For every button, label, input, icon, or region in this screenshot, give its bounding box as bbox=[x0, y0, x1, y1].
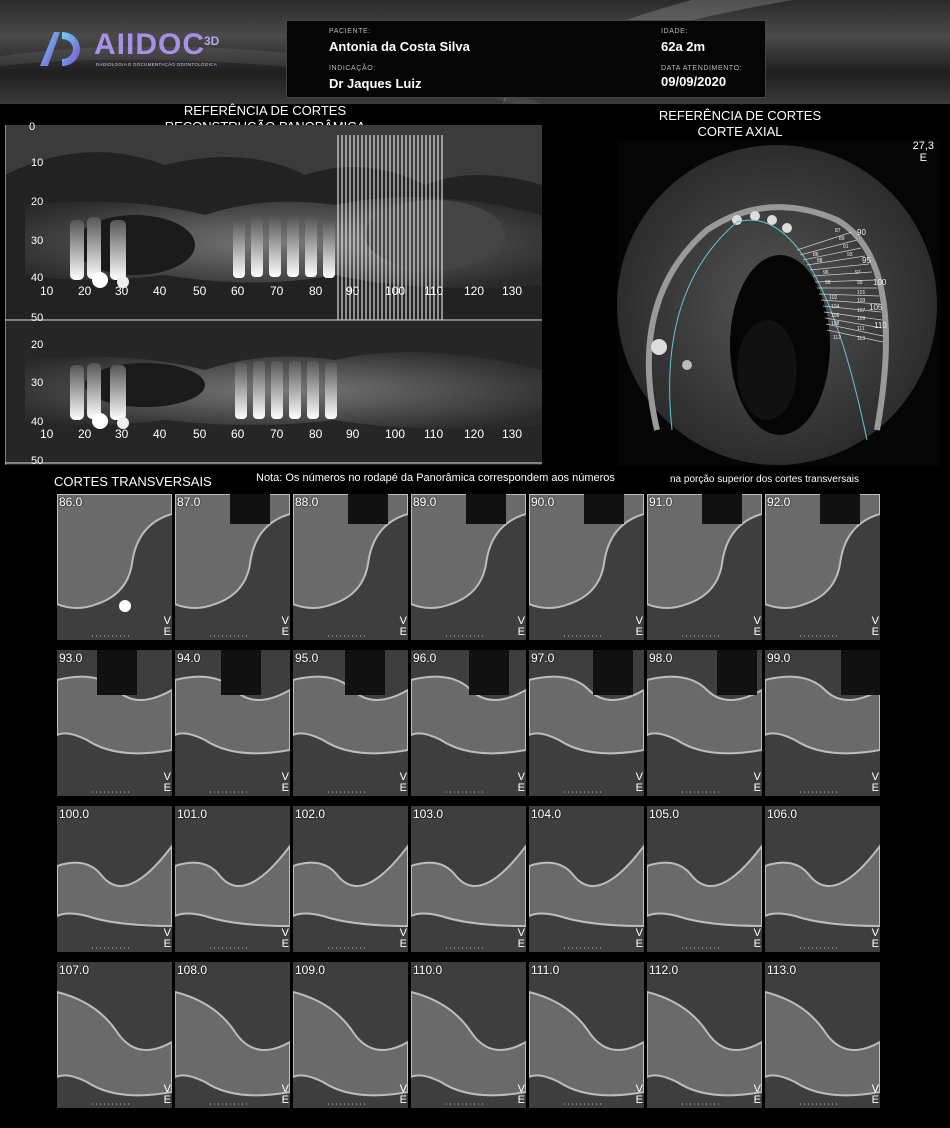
cut-image bbox=[647, 494, 762, 640]
cut-number: 103.0 bbox=[413, 807, 444, 821]
transversal-note: Nota: Os números no rodapé da Panorâmica correspondem aos números bbox=[256, 472, 615, 484]
ruler-bottom2-50: 50 bbox=[193, 427, 207, 441]
axial-cut-label: 107 bbox=[857, 308, 866, 314]
axial-title-line2: CORTE AXIAL bbox=[697, 124, 783, 139]
cut-number: 100.0 bbox=[59, 807, 90, 821]
transversal-cut[interactable] bbox=[175, 650, 290, 796]
axial-cut-label: 110 bbox=[874, 321, 887, 330]
panoramic-title-line1: REFERÊNCIA DE CORTES bbox=[183, 103, 347, 118]
ruler-left-10: 10 bbox=[31, 157, 44, 169]
panoramic-reconstruction[interactable] bbox=[5, 121, 542, 467]
cut-image bbox=[765, 650, 880, 796]
axial-cut-label: 91 bbox=[843, 244, 849, 250]
transversal-cut[interactable] bbox=[57, 650, 172, 796]
cut-orientation bbox=[872, 1084, 879, 1106]
orientation-v: V bbox=[163, 1083, 171, 1095]
orientation-v: V bbox=[635, 1083, 643, 1095]
ruler-bottom2-30: 30 bbox=[115, 427, 129, 441]
axial-image bbox=[617, 140, 940, 466]
cut-number: 110.0 bbox=[413, 963, 443, 977]
cut-orientation bbox=[636, 928, 643, 950]
ruler-bottom2-70: 70 bbox=[270, 427, 284, 441]
lower-panoramic-view bbox=[5, 321, 542, 465]
orientation-e: E bbox=[871, 782, 879, 794]
logo-tagline: RADIOLOGIA E DOCUMENTAÇÃO ODONTOLÓGICA bbox=[96, 62, 217, 67]
ruler-bottom2-20: 20 bbox=[78, 427, 92, 441]
transversal-cut[interactable] bbox=[647, 650, 762, 796]
orientation-e: E bbox=[399, 626, 407, 638]
orientation-e: E bbox=[635, 626, 643, 638]
orientation-e: E bbox=[635, 938, 643, 950]
ruler-bottom2-110: 110 bbox=[424, 427, 444, 441]
cut-orientation bbox=[282, 772, 289, 794]
ruler-bottom-110: 110 bbox=[424, 284, 444, 298]
axial-cut-label: 86 bbox=[813, 252, 819, 258]
orientation-e: E bbox=[399, 938, 407, 950]
orientation-e: E bbox=[753, 782, 761, 794]
transversal-cut[interactable] bbox=[293, 494, 408, 640]
ruler-bottom-90: 90 bbox=[346, 284, 360, 298]
cut-orientation bbox=[872, 772, 879, 794]
cut-image bbox=[529, 962, 644, 1108]
ruler-bottom-80: 80 bbox=[309, 284, 323, 298]
cut-orientation bbox=[754, 1084, 761, 1106]
axial-cut-label: 112 bbox=[833, 335, 841, 341]
cut-orientation bbox=[400, 616, 407, 638]
transversal-cut[interactable] bbox=[529, 962, 644, 1108]
transversal-cut[interactable] bbox=[293, 806, 408, 952]
orientation-e: E bbox=[163, 626, 171, 638]
age-value: 62a 2m bbox=[661, 39, 706, 54]
cut-number: 109.0 bbox=[295, 963, 326, 977]
axial-cut-label: 96 bbox=[823, 270, 829, 276]
orientation-v: V bbox=[163, 615, 171, 627]
cut-number: 88.0 bbox=[295, 495, 319, 509]
orientation-e: E bbox=[281, 626, 289, 638]
cut-orientation bbox=[282, 928, 289, 950]
cut-number: 108.0 bbox=[177, 963, 208, 977]
age-label: IDADE: bbox=[661, 28, 688, 35]
cut-orientation bbox=[400, 928, 407, 950]
transversal-cut[interactable] bbox=[529, 806, 644, 952]
cut-number: 112.0 bbox=[649, 963, 679, 977]
cut-orientation bbox=[518, 928, 525, 950]
orientation-v: V bbox=[871, 771, 879, 783]
orientation-e: E bbox=[635, 782, 643, 794]
cut-number: 106.0 bbox=[767, 807, 798, 821]
orientation-v: V bbox=[635, 771, 643, 783]
ruler-bottom-120: 120 bbox=[464, 284, 485, 298]
ruler-left-30b: 30 bbox=[31, 377, 44, 389]
transversal-cut[interactable] bbox=[765, 650, 880, 796]
ruler-bottom2-90: 90 bbox=[346, 427, 360, 441]
cut-orientation bbox=[754, 772, 761, 794]
orientation-v: V bbox=[163, 771, 171, 783]
cut-image bbox=[647, 806, 762, 952]
ruler-left-40: 40 bbox=[31, 272, 44, 284]
axial-cut-label: 93 bbox=[847, 252, 853, 258]
axial-cut-label: 105 bbox=[869, 303, 883, 312]
orientation-v: V bbox=[517, 1083, 525, 1095]
ruler-left-20: 20 bbox=[31, 196, 44, 208]
ruler-left-20b: 20 bbox=[31, 339, 44, 351]
cut-number: 86.0 bbox=[59, 495, 83, 509]
ruler-left-40b: 40 bbox=[31, 416, 44, 428]
ruler-bottom-130: 130 bbox=[502, 284, 523, 298]
orientation-e: E bbox=[517, 782, 525, 794]
cut-number: 91.0 bbox=[649, 495, 673, 509]
ruler-bottom2-80: 80 bbox=[309, 427, 323, 441]
ruler-bottom-70: 70 bbox=[270, 284, 284, 298]
orientation-v: V bbox=[281, 927, 289, 939]
orientation-v: V bbox=[281, 771, 289, 783]
ruler-bottom-40: 40 bbox=[153, 284, 167, 298]
patient-label: PACIENTE: bbox=[329, 28, 371, 35]
ruler-left-50b: 50 bbox=[31, 455, 44, 467]
cut-image bbox=[411, 962, 526, 1108]
transversal-cut[interactable] bbox=[411, 650, 526, 796]
cut-orientation bbox=[282, 1084, 289, 1106]
transversal-cut[interactable] bbox=[765, 962, 880, 1108]
cut-orientation bbox=[400, 1084, 407, 1106]
orientation-v: V bbox=[399, 771, 407, 783]
cut-number: 104.0 bbox=[531, 807, 562, 821]
orientation-e: E bbox=[281, 1094, 289, 1106]
orientation-e: E bbox=[163, 938, 171, 950]
axial-cut-label: 102 bbox=[829, 295, 838, 301]
cut-orientation bbox=[282, 616, 289, 638]
axial-cut-label: 101 bbox=[857, 290, 866, 296]
ruler-bottom-10: 10 bbox=[40, 284, 54, 298]
cut-number: 105.0 bbox=[649, 807, 680, 821]
orientation-v: V bbox=[753, 615, 761, 627]
transversal-cut[interactable] bbox=[293, 650, 408, 796]
orientation-e: E bbox=[281, 938, 289, 950]
orientation-e: E bbox=[281, 782, 289, 794]
transversal-cut[interactable] bbox=[411, 962, 526, 1108]
cut-image bbox=[765, 962, 880, 1108]
axial-cut-label: 103 bbox=[857, 298, 866, 304]
date-label: DATA ATENDIMENTO: bbox=[661, 65, 743, 72]
orientation-v: V bbox=[635, 615, 643, 627]
ruler-bottom-50: 50 bbox=[193, 284, 207, 298]
ruler-bottom-100: 100 bbox=[385, 284, 406, 298]
cut-orientation bbox=[518, 1084, 525, 1106]
cut-number: 97.0 bbox=[531, 651, 555, 665]
patient-info-panel bbox=[286, 20, 766, 98]
axial-cut-label: 95 bbox=[862, 256, 871, 265]
axial-cut-label: 111 bbox=[857, 326, 865, 332]
cut-number: 101.0 bbox=[177, 807, 208, 821]
transversal-cut[interactable] bbox=[57, 494, 172, 640]
cut-image bbox=[175, 494, 290, 640]
cut-orientation bbox=[164, 616, 171, 638]
transversal-cut[interactable] bbox=[57, 806, 172, 952]
cut-image bbox=[529, 806, 644, 952]
axial-title-line1: REFERÊNCIA DE CORTES bbox=[658, 108, 822, 123]
cut-number: 99.0 bbox=[767, 651, 791, 665]
axial-cut-label: 100 bbox=[873, 278, 887, 287]
orientation-e: E bbox=[871, 626, 879, 638]
orientation-e: E bbox=[753, 1094, 761, 1106]
transversal-note-extra: na porção superior dos cortes transversais bbox=[670, 474, 859, 485]
transversal-cut[interactable] bbox=[175, 494, 290, 640]
axial-cut-label: 98 bbox=[825, 280, 831, 286]
orientation-v: V bbox=[281, 1083, 289, 1095]
axial-title bbox=[640, 108, 840, 140]
orientation-v: V bbox=[399, 1083, 407, 1095]
transversal-cut[interactable] bbox=[647, 806, 762, 952]
transversal-cut[interactable] bbox=[411, 806, 526, 952]
cut-number: 95.0 bbox=[295, 651, 319, 665]
orientation-v: V bbox=[399, 615, 407, 627]
transversal-cut[interactable] bbox=[647, 494, 762, 640]
transversal-cut[interactable] bbox=[647, 962, 762, 1108]
cut-number: 113.0 bbox=[767, 963, 797, 977]
logo-mark-icon bbox=[36, 26, 96, 70]
indication-label: INDICAÇÃO: bbox=[329, 65, 376, 72]
cut-orientation bbox=[400, 772, 407, 794]
cut-image bbox=[57, 962, 172, 1108]
cut-image bbox=[57, 650, 172, 796]
ruler-bottom2-10: 10 bbox=[40, 427, 54, 441]
logo-brand-text: AIIDOC bbox=[94, 28, 205, 61]
cut-image bbox=[293, 650, 408, 796]
axial-cut-label: 106 bbox=[831, 313, 840, 319]
orientation-e: E bbox=[517, 938, 525, 950]
cut-image bbox=[411, 650, 526, 796]
ruler-bottom2-100: 100 bbox=[385, 427, 406, 441]
orientation-v: V bbox=[635, 927, 643, 939]
cut-image bbox=[175, 806, 290, 952]
ruler-bottom-30: 30 bbox=[115, 284, 129, 298]
axial-cut-label: 88 bbox=[817, 258, 823, 264]
cut-image bbox=[175, 650, 290, 796]
orientation-v: V bbox=[517, 771, 525, 783]
orientation-v: V bbox=[871, 927, 879, 939]
axial-value: 27,3 bbox=[912, 140, 934, 152]
transversal-cut[interactable] bbox=[57, 962, 172, 1108]
orientation-e: E bbox=[753, 938, 761, 950]
transversal-cut[interactable] bbox=[411, 494, 526, 640]
cut-image bbox=[765, 806, 880, 952]
orientation-v: V bbox=[753, 1083, 761, 1095]
cut-number: 98.0 bbox=[649, 651, 673, 665]
orientation-v: V bbox=[163, 927, 171, 939]
cut-number: 89.0 bbox=[413, 495, 437, 509]
cut-number: 94.0 bbox=[177, 651, 201, 665]
axial-cut-label: 87 bbox=[835, 228, 841, 234]
cut-image bbox=[57, 806, 172, 952]
orientation-v: V bbox=[753, 927, 761, 939]
cut-orientation bbox=[518, 616, 525, 638]
cut-image bbox=[293, 494, 408, 640]
cut-orientation bbox=[754, 928, 761, 950]
cut-orientation bbox=[636, 1084, 643, 1106]
cut-number: 92.0 bbox=[767, 495, 791, 509]
cut-image bbox=[175, 962, 290, 1108]
ruler-bottom2-40: 40 bbox=[153, 427, 167, 441]
cut-number: 102.0 bbox=[295, 807, 326, 821]
cut-orientation bbox=[164, 1084, 171, 1106]
cut-orientation bbox=[872, 928, 879, 950]
cut-orientation bbox=[164, 928, 171, 950]
orientation-v: V bbox=[871, 1083, 879, 1095]
axial-cut-label: 109 bbox=[857, 316, 866, 322]
cut-number: 93.0 bbox=[59, 651, 83, 665]
ruler-bottom-60: 60 bbox=[231, 284, 245, 298]
cut-image bbox=[293, 962, 408, 1108]
ruler-bottom-20: 20 bbox=[78, 284, 92, 298]
axial-cut-label: 99 bbox=[857, 280, 863, 286]
transversal-cut[interactable] bbox=[765, 494, 880, 640]
cut-orientation bbox=[518, 772, 525, 794]
cut-image bbox=[529, 650, 644, 796]
orientation-v: V bbox=[517, 927, 525, 939]
orientation-v: V bbox=[871, 615, 879, 627]
cut-image bbox=[293, 806, 408, 952]
cut-number: 107.0 bbox=[59, 963, 90, 977]
cut-image bbox=[765, 494, 880, 640]
transversal-title: CORTES TRANSVERSAIS bbox=[54, 474, 212, 489]
date-value: 09/09/2020 bbox=[661, 74, 727, 89]
transversal-cuts-grid bbox=[57, 494, 883, 1119]
ruler-left-30: 30 bbox=[31, 235, 44, 247]
orientation-v: V bbox=[517, 615, 525, 627]
cut-image bbox=[529, 494, 644, 640]
axial-side: E bbox=[919, 152, 927, 164]
ruler-left-0: 0 bbox=[29, 121, 36, 133]
orientation-e: E bbox=[517, 1094, 525, 1106]
cut-number: 90.0 bbox=[531, 495, 555, 509]
brand-logo bbox=[36, 22, 276, 78]
cut-image bbox=[647, 650, 762, 796]
transversal-cut[interactable] bbox=[529, 494, 644, 640]
cut-image bbox=[57, 494, 172, 640]
cut-image bbox=[411, 494, 526, 640]
cut-orientation bbox=[164, 772, 171, 794]
orientation-v: V bbox=[281, 615, 289, 627]
axial-slice-value bbox=[913, 140, 934, 164]
transversal-cut[interactable] bbox=[529, 650, 644, 796]
orientation-v: V bbox=[399, 927, 407, 939]
report-header bbox=[0, 0, 950, 104]
orientation-e: E bbox=[399, 782, 407, 794]
orientation-v: V bbox=[753, 771, 761, 783]
axial-cut-label: 90 bbox=[857, 228, 866, 237]
ruler-bottom2-120: 120 bbox=[464, 427, 485, 441]
axial-view[interactable] bbox=[617, 140, 940, 466]
ruler-bottom2-60: 60 bbox=[231, 427, 245, 441]
axial-cut-label: 104 bbox=[831, 304, 840, 310]
orientation-e: E bbox=[163, 782, 171, 794]
cut-image bbox=[411, 806, 526, 952]
axial-cut-label: 89 bbox=[839, 236, 845, 242]
cut-orientation bbox=[636, 772, 643, 794]
cut-orientation bbox=[872, 616, 879, 638]
logo-suffix-text: 3D bbox=[204, 34, 220, 48]
orientation-e: E bbox=[635, 1094, 643, 1106]
axial-cut-label: 97 bbox=[855, 270, 861, 276]
cut-orientation bbox=[754, 616, 761, 638]
transversal-cut[interactable] bbox=[765, 806, 880, 952]
cut-number: 96.0 bbox=[413, 651, 437, 665]
orientation-e: E bbox=[517, 626, 525, 638]
cut-image bbox=[647, 962, 762, 1108]
orientation-e: E bbox=[163, 1094, 171, 1106]
orientation-e: E bbox=[753, 626, 761, 638]
patient-name: Antonia da Costa Silva bbox=[329, 39, 470, 54]
cut-number: 111.0 bbox=[531, 963, 560, 977]
transversal-cut[interactable] bbox=[293, 962, 408, 1108]
orientation-e: E bbox=[871, 938, 879, 950]
orientation-e: E bbox=[399, 1094, 407, 1106]
ruler-left-50: 50 bbox=[31, 312, 44, 324]
axial-cut-label: 113 bbox=[857, 336, 865, 342]
cut-orientation bbox=[636, 616, 643, 638]
transversal-cut[interactable] bbox=[175, 962, 290, 1108]
indication-value: Dr Jaques Luiz bbox=[329, 76, 422, 91]
cut-number: 87.0 bbox=[177, 495, 201, 509]
transversal-cut[interactable] bbox=[175, 806, 290, 952]
ruler-bottom2-130: 130 bbox=[502, 427, 523, 441]
axial-cut-label: 108 bbox=[831, 321, 840, 327]
orientation-e: E bbox=[871, 1094, 879, 1106]
